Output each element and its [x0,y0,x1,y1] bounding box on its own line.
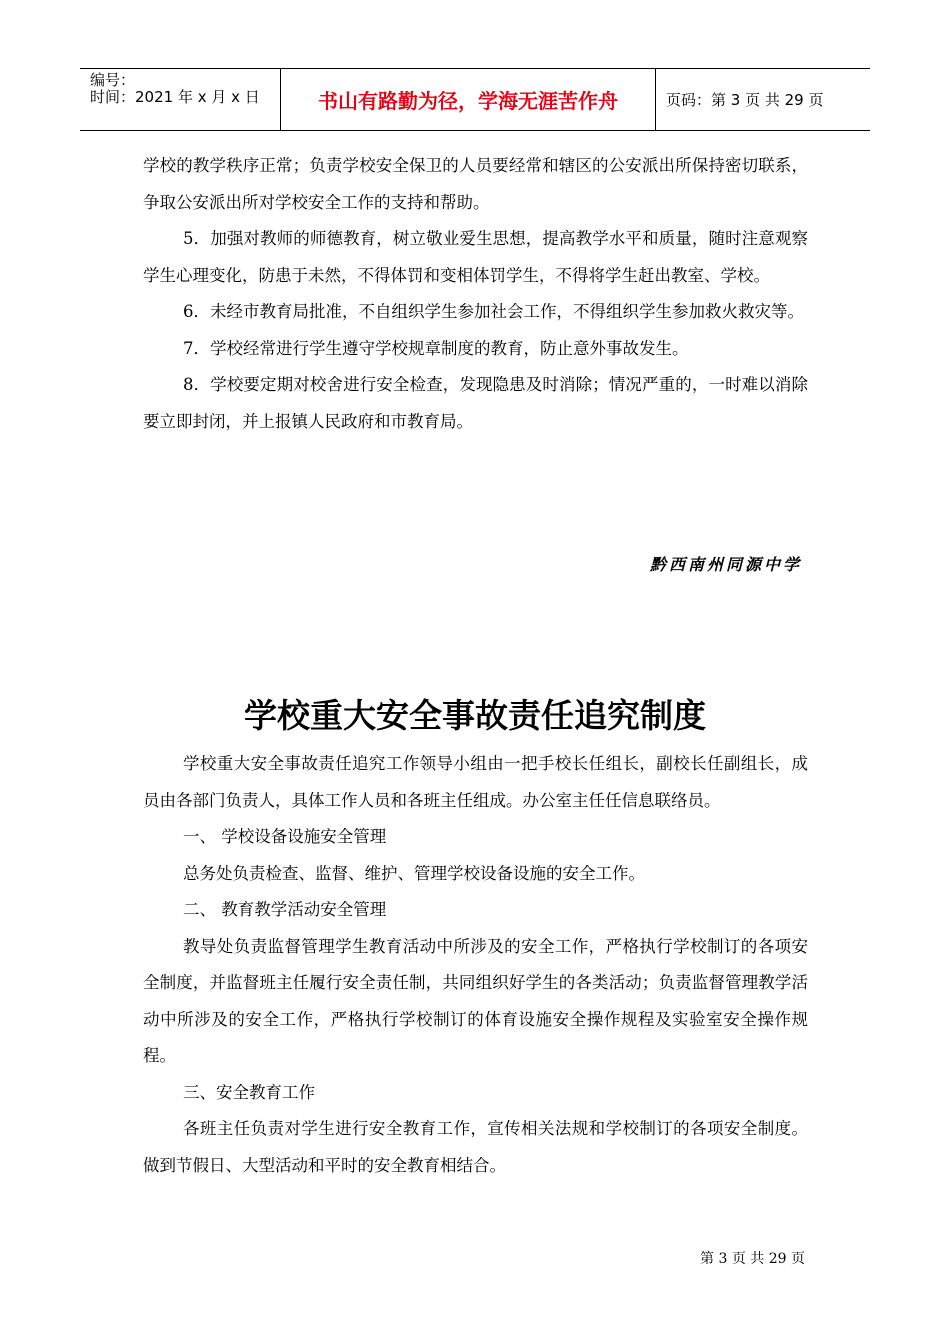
school-signature: 黔西南州同源中学 [649,555,802,574]
section2-body [143,746,808,1184]
paragraph: 总务处负责检查、监督、维护、管理学校设备设施的安全工作。 [183,863,645,883]
page-footer: 第 3 页 共 29 页 [700,1251,805,1267]
paragraph: 各班主任负责对学生进行安全教育工作，宣传相关法规和学校制订的各项安全制度。做到节假日、大型活动和平时的安全教育相结合。 [143,1119,808,1175]
subheading: 二、 教育教学活动安全管理 [183,900,387,919]
paragraph: 6．未经市教育局批准，不自组织学生参加社会工作，不得组织学生参加救火救灾等。 [183,302,804,321]
document-number: 编号： [90,71,136,89]
paragraph: 5．加强对教师的师德教育，树立敬业爱生思想，提高教学水平和质量，随时注意观察学生心理变化，防患于未然，不得体罚和变相体罚学生，不得将学生赶出教室、学校。 [143,229,808,285]
document-date: 时间：2021 年 x 月 x 日 [90,88,260,106]
subheading: 一、 学校设备设施安全管理 [183,827,387,846]
paragraph: 教导处负责监督管理学生教育活动中所涉及的安全工作，严格执行学校制订的各项安全制度，并监督班主任履行安全责任制，共同组织好学生的各类活动；负责监督管理教学活动中所涉及的安全工作，严格执行学校制订的体育设施安全操作规程及实验室安全操作规程。 [143,936,808,1065]
header-motto: 书山有路勤为径，学海无涯苦作舟 [281,69,656,130]
subheading: 三、安全教育工作 [183,1082,315,1102]
header-meta [80,69,281,130]
paragraph: 学校重大安全事故责任追究工作领导小组由一把手校长任组长，副校长任副组长，成员由各部门负责人，具体工作人员和各班主任组成。办公室主任任信息联络员。 [143,754,808,810]
section-title: 学校重大安全事故责任追究制度 [244,696,706,735]
header-page-info: 页码：第 3 页 共 29 页 [666,91,824,109]
paragraph: 8．学校要定期对校舍进行安全检查，发现隐患及时消除；情况严重的，一时难以消除要立即封闭，并上报镇人民政府和市教育局。 [143,375,808,431]
paragraph: 7．学校经常进行学生遵守学校规章制度的教育，防止意外事故发生。 [183,338,689,358]
document-header [80,68,870,131]
section1-body [143,148,808,440]
paragraph: 学校的教学秩序正常；负责学校安全保卫的人员要经常和辖区的公安派出所保持密切联系，争取公安派出所对学校安全工作的支持和帮助。 [143,156,808,212]
